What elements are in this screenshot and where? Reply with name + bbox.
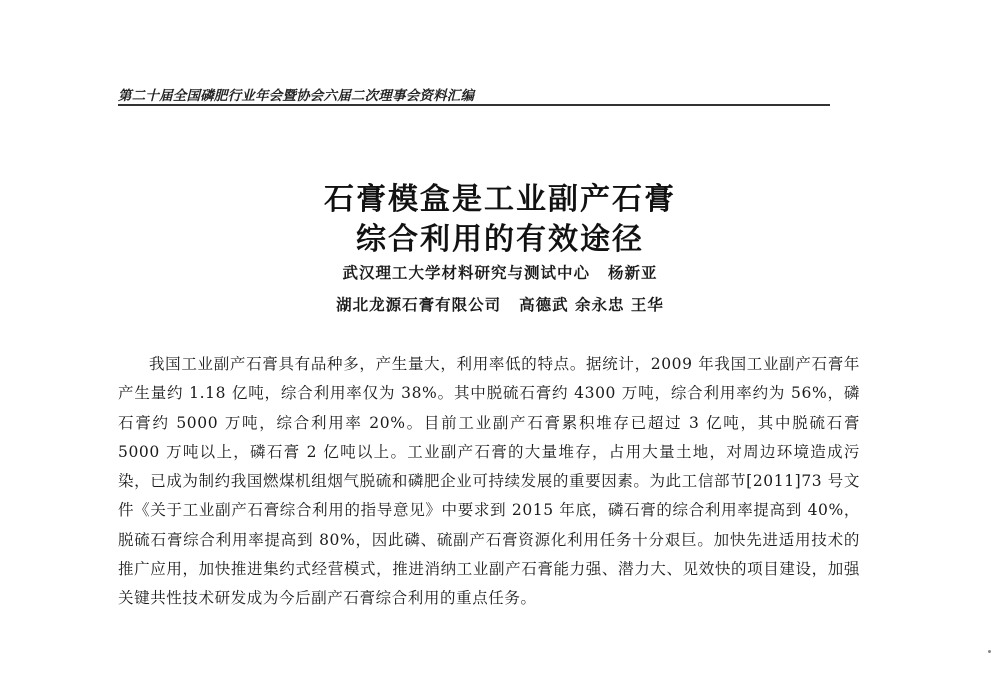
author-line-1 <box>0 261 1000 283</box>
body-paragraph: 我国工业副产石膏具有品种多，产生量大，利用率低的特点。据统计，2009 年我国工业副产石膏年产生量约 1.18 亿吨，综合利用率仅为 38%。其中脱硫石膏约 4300 万吨，综合利用率约为 56%，磷石膏约 5000 万吨，综合利用率 20%。目前工业副产石膏累积堆存已超过 3 亿吨，其中脱硫石膏 5000 万吨以上，磷石膏 2 亿吨以上。工业副产石膏的大量堆存，占用大量土地，对周边环境造成污染，已成为制约我国燃煤机组烟气脱硫和磷肥企业可持续发展的重要因素。为此工信部节[2011]73 号文件《关于工业副产石膏综合利用的指导意见》中要求到 2015 年底，磷石膏的综合利用率提高到 40%，脱硫石膏综合利用率提高到 80%，因此磷、硫副产石膏资源化利用任务十分艰巨。加快先进适用技术的推广应用，加快推进集约式经营模式，推进消纳工业副产石膏能力强、潜力大、见效快的项目建设，加强关键共性技术研发成为今后副产石膏综合利用的重点任务。 <box>118 355 860 608</box>
article-title-line-1: 石膏模盒是工业副产石膏 <box>324 182 676 217</box>
affiliation-1: 武汉理工大学材料研究与测试中心 <box>342 263 590 282</box>
article-title-line-2: 综合利用的有效途径 <box>356 222 644 257</box>
header-rule <box>118 104 830 106</box>
author-line-2 <box>0 293 1000 315</box>
affiliation-2: 湖北龙源石膏有限公司 <box>336 295 502 314</box>
authors-2: 高德武 余永忠 王华 <box>519 295 664 314</box>
running-header: 第二十届全国磷肥行业年会暨协会六届二次理事会资料汇编 <box>118 88 475 104</box>
author-1: 杨新亚 <box>608 263 658 282</box>
scan-speck <box>988 650 991 653</box>
